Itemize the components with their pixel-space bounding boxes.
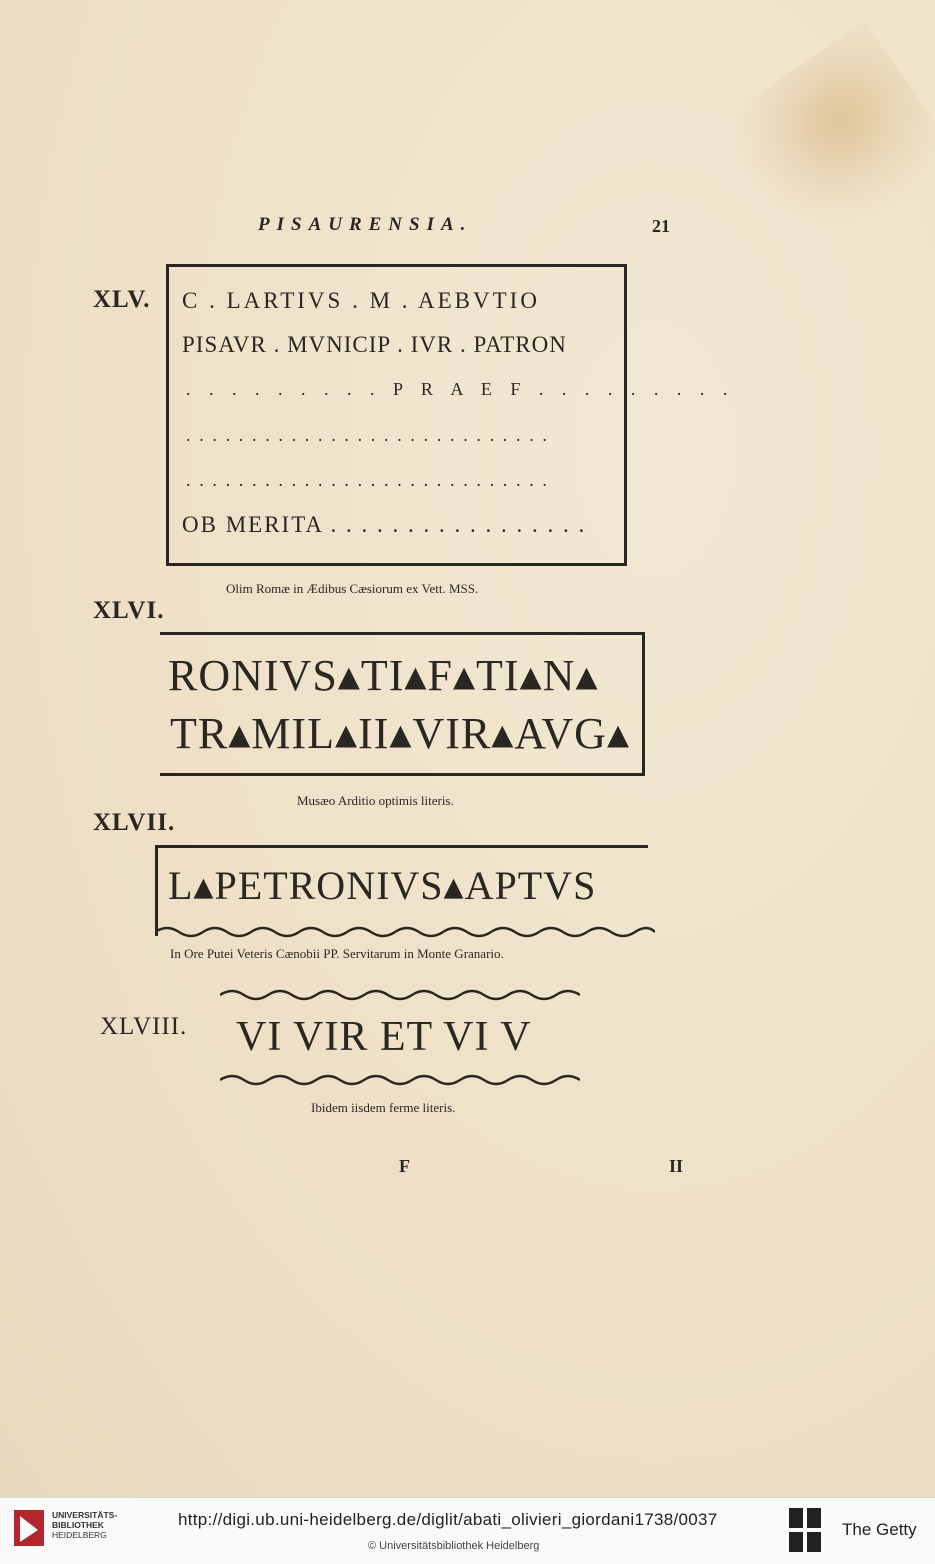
inscription-line: PISAVR . MVNICIP . IVR . PATRON [182, 332, 567, 357]
getty-logo-icon [787, 1506, 825, 1554]
inscription-line: OB MERITA . . . . . . . . . . . . . . . . . [182, 512, 587, 537]
paper-stain [708, 21, 935, 269]
university-library-logo-icon [12, 1506, 48, 1550]
wavy-border [220, 985, 580, 1005]
catchword: II [669, 1156, 684, 1176]
copyright-notice: © Universitätsbibliothek Heidelberg [368, 1540, 540, 1552]
inscription-caption: Olim Romæ in Ædibus Cæsiorum ex Vett. MSS. [226, 581, 479, 596]
wavy-border [155, 922, 655, 942]
signature-mark: F [399, 1156, 410, 1176]
inscription-numeral: XLV. [93, 286, 151, 313]
inscription-line: C . LARTIVS . M . AEBVTIO [182, 288, 540, 313]
inscription-line: TR▴MIL▴II▴VIR▴AVG▴ [170, 709, 631, 758]
inscription-line: VI VIR ET VI V [236, 1014, 532, 1060]
wavy-border [220, 1070, 580, 1090]
inscription-caption: In Ore Putei Veteris Cænobii PP. Servitarum in Monte Granario. [170, 946, 504, 961]
institution-name: UNIVERSITÄTS- BIBLIOTHEK HEIDELBERG [52, 1510, 118, 1540]
viewer-footer [0, 1497, 935, 1564]
inscription-line: L▴PETRONIVS▴APTVS [168, 863, 597, 908]
partner-name: The Getty [842, 1520, 917, 1539]
inscription-numeral: XLVIII. [100, 1013, 188, 1040]
inscription-numeral: XLVI. [93, 597, 165, 624]
inscription-caption: Musæo Arditio optimis literis. [297, 793, 454, 808]
inscription-line: RONIVS▴TI▴F▴TI▴N▴ [168, 651, 599, 700]
running-title: PISAURENSIA. [258, 214, 473, 235]
inscription-line: . . . . . . . . . . . . . . . . . . . . . . . . . . . . [186, 425, 549, 445]
permalink-url[interactable]: http://digi.ub.uni-heidelberg.de/diglit/abati_olivieri_giordani1738/0037 [178, 1510, 718, 1529]
inscription-caption: Ibidem iisdem ferme literis. [311, 1100, 456, 1115]
inscription-line: . . . . . . . . . . . . . . . . . . . . . . . . . . . . [186, 470, 549, 490]
inscription-line: . . . . . . . . . P R A E F . . . . . . . . . [186, 379, 735, 399]
page-number: 21 [652, 216, 670, 236]
inscription-numeral: XLVII. [93, 809, 176, 836]
